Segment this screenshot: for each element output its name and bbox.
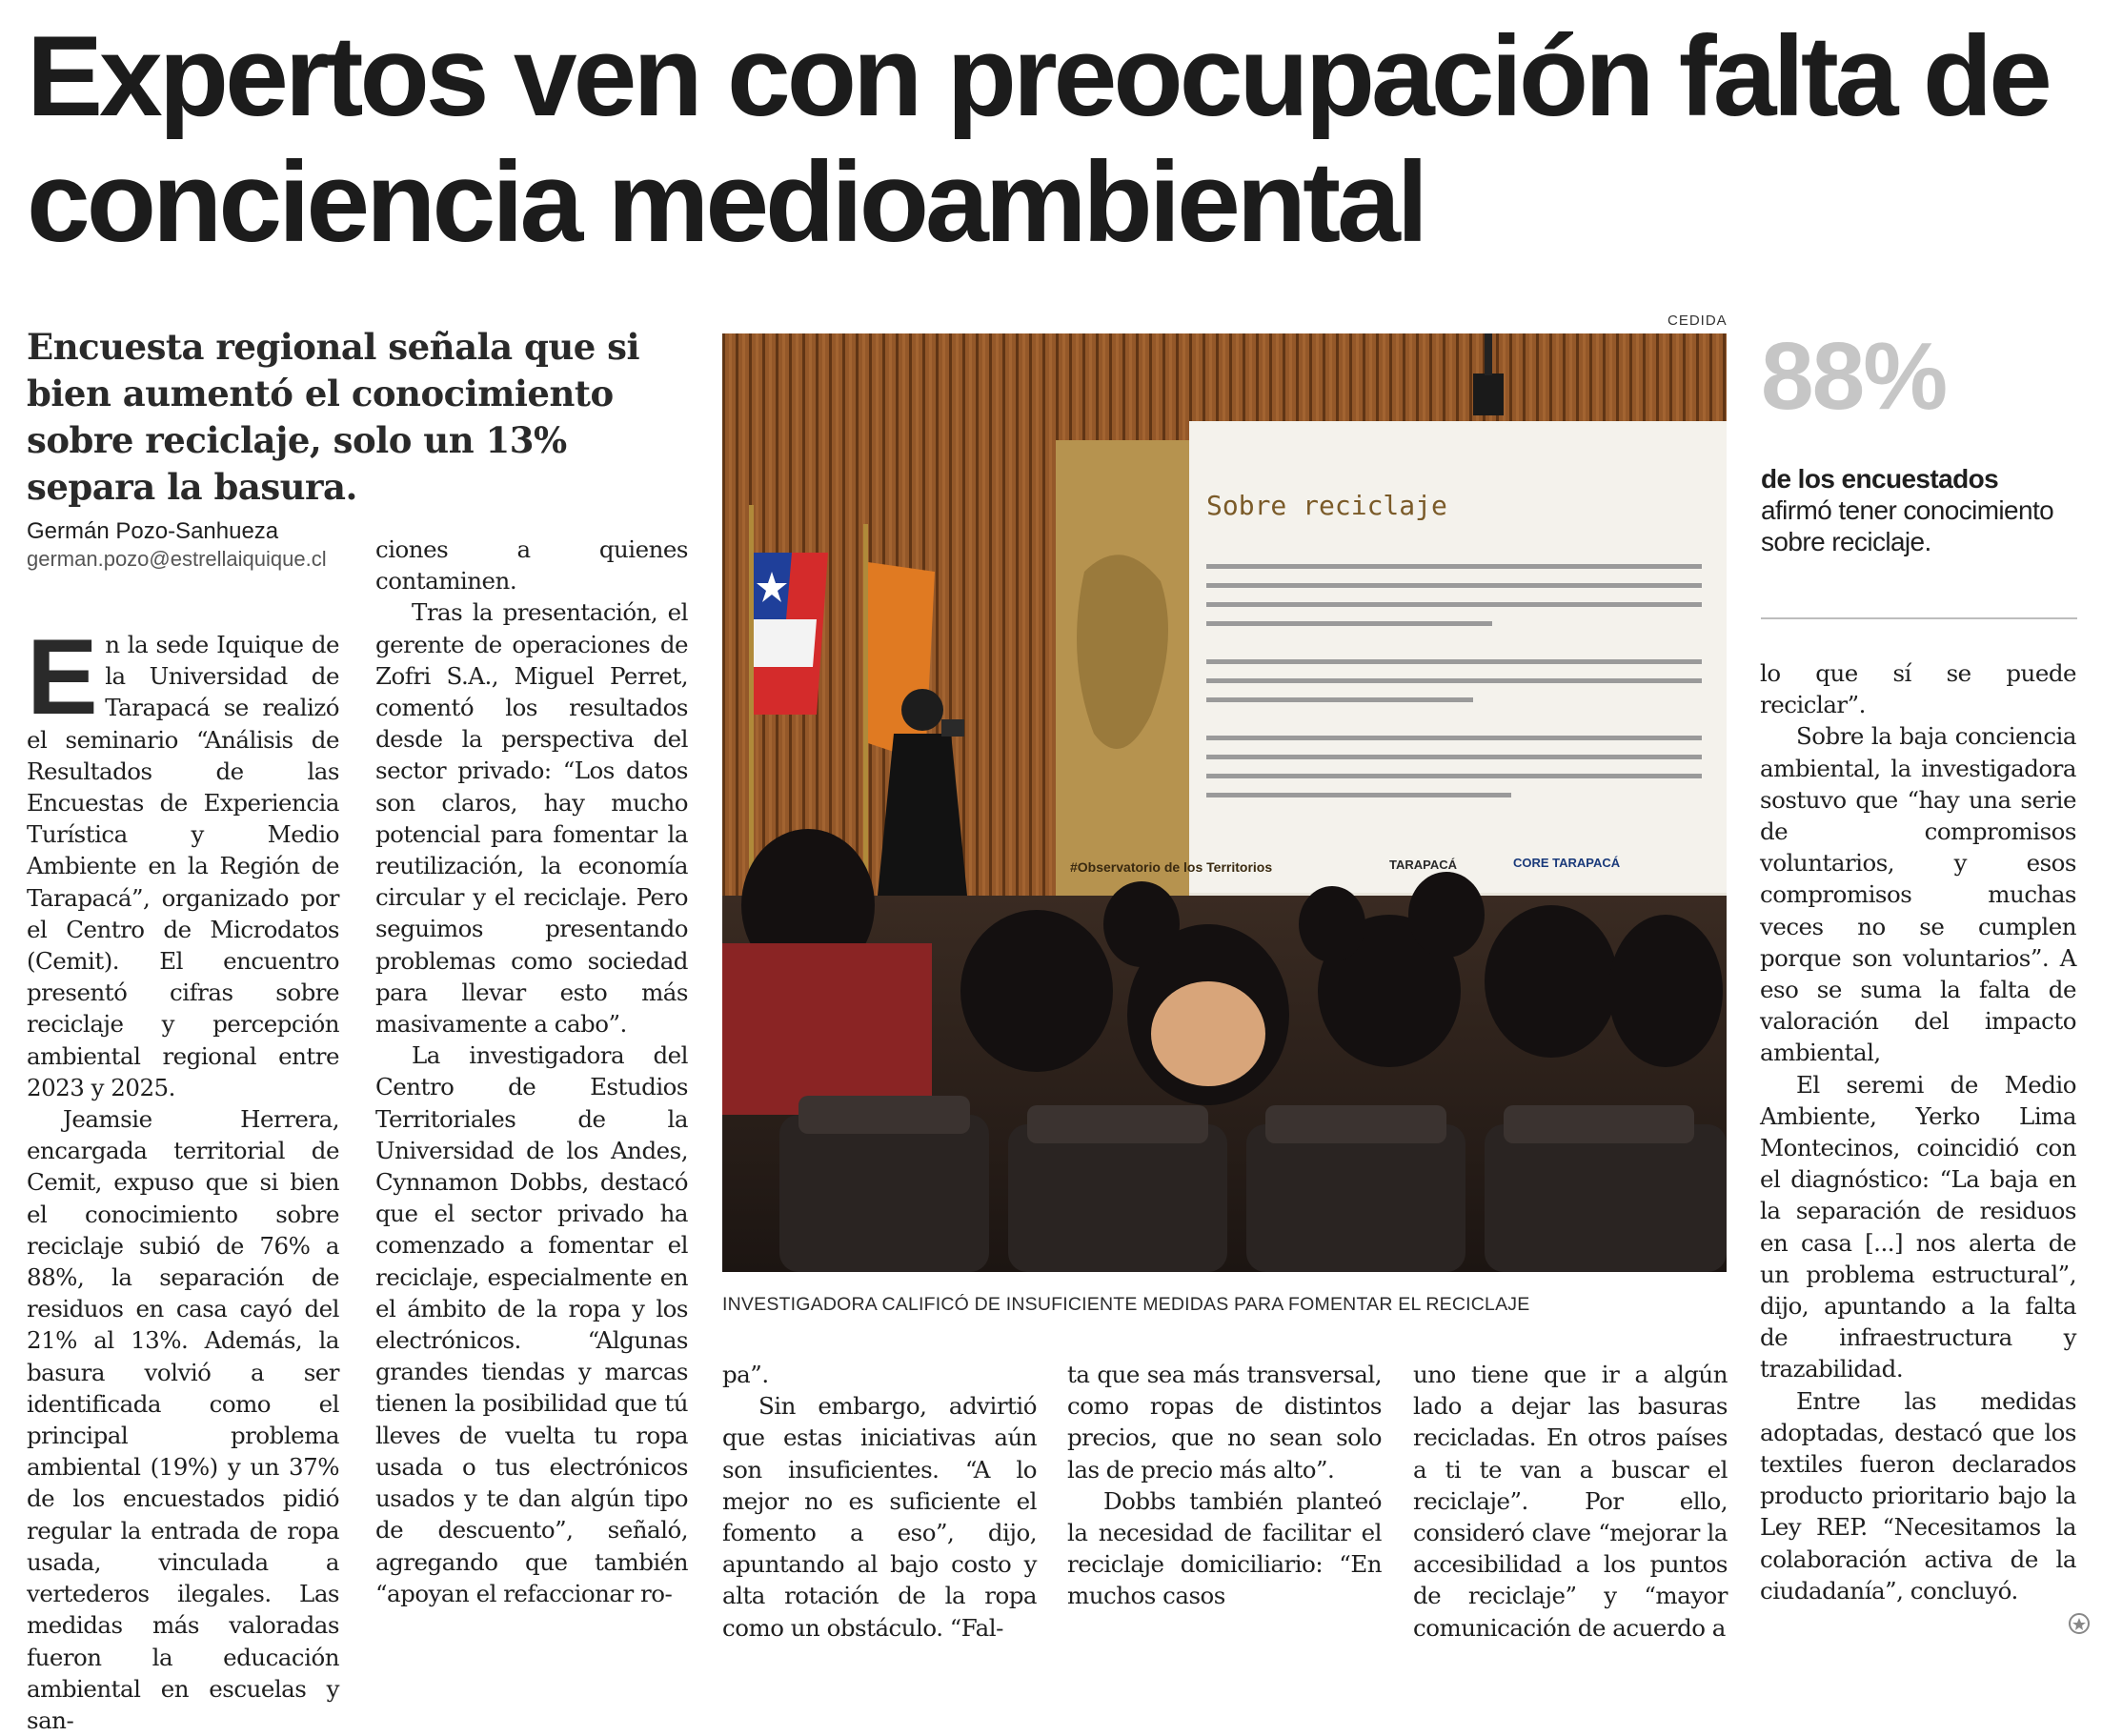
stat-bold-text: de los encuestados — [1761, 464, 1999, 494]
stat-rest-text: afirmó tener conocimiento sobre reciclaje. — [1761, 495, 2054, 556]
paragraph: Entre las medidas adoptadas, destacó que los textiles fueron declarados producto prioritario bajo la Ley REP. “Necesitamos la colaboración activa de la ciudadanía”, concluyó. — [1760, 1386, 2076, 1605]
photo-credit: CEDIDA — [1667, 313, 1728, 329]
slide-hashtag: #Observatorio de los Territorios — [1070, 859, 1273, 875]
drop-cap: E — [27, 617, 98, 737]
article-column-5 — [1413, 1359, 1728, 1644]
paragraph: Jeamsie Herrera, encargada territorial de Cemit, expuso que si bien el conocimiento sobre reciclaje subió de 76% a 88%, la separación de residuos en casa cayó del 21% al 13%. Además, la basura volvió a ser identificada como el principal problema ambiental (19%) y un 37% de los encuestados pidió regular la entrada de ropa usada, vinculada a vertederos ilegales. Las medidas más valoradas fueron la educación ambiental en escuelas y san- — [27, 1105, 339, 1734]
byline-author: Germán Pozo-Sanhueza — [27, 518, 279, 544]
end-mark-icon — [2068, 1612, 2091, 1635]
paragraph: uno tiene que ir a algún lado a dejar las basuras recicladas. En otros países a ti te van a buscar el reciclaje”. Por ello, consideró clave “mejorar la accesibilidad a los puntos de reciclaje” y “mayor comunicación de acuerdo a — [1413, 1361, 1728, 1642]
stat-description — [1761, 463, 2075, 557]
slide-logo-core: CORE TARAPACÁ — [1513, 856, 1621, 870]
slide-logo-tarapaca: TARAPACÁ — [1389, 858, 1458, 872]
paragraph: ta que sea más transversal, como ropas de distintos precios, que no sean solo las de precio más alto”. — [1067, 1361, 1382, 1484]
paragraph: ciones a quienes contaminen. — [375, 535, 688, 595]
article-photo — [722, 333, 1727, 1272]
article-column-4 — [1067, 1359, 1382, 1612]
article-column-1 — [27, 617, 339, 1736]
paragraph: n la sede Iquique de la Universidad de Tarapacá se realizó el seminario “Análisis de Resultados de las Encuestas de Experiencia Turística y Medio Ambiente en la Región de Tarapacá”, organizado por el Centro de Microdatos (Cemit). El encuentro presentó cifras sobre reciclaje y percepción ambiental regional entre 2023 y 2025. — [27, 631, 339, 1101]
paragraph: pa”. — [722, 1361, 769, 1388]
slide-title: Sobre reciclaje — [1206, 490, 1447, 521]
stat-percentage: 88% — [1761, 323, 1947, 430]
paragraph: El seremi de Medio Ambiente, Yerko Lima Montecinos, coincidió con el diagnóstico: “La baja en la separación de residuos en casa [...] nos alerta de un problema estructural”, dijo, apuntando a la falta de infraestructura y trazabilidad. — [1760, 1070, 2076, 1383]
paragraph: Tras la presentación, el gerente de operaciones de Zofri S.A., Miguel Perret, comentó los resultados desde la perspectiva del sector privado: “Los datos son claros, hay mucho potencial para fomentar la reutilización, la economía circular y el reciclaje. Pero seguimos presentando problemas como sociedad para llevar esto más masivamente a cabo”. — [375, 598, 688, 1039]
paragraph: La investigadora del Centro de Estudios Territoriales de la Universidad de los Andes, Cynnamon Dobbs, destacó que el sector privado ha comenzado a fomentar el reciclaje, especialmente en el ámbito de la ropa y los electrónicos. “Algunas grandes tiendas y marcas tienen la posibilidad que tú lleves de vuelta tu ropa usada o tus electrónicos usados y te dan algún tipo de descuento”, señaló, agregando que también “apoyan el refaccionar ro- — [375, 1041, 688, 1607]
article-column-6 — [1760, 657, 2076, 1606]
stat-divider — [1761, 617, 2077, 619]
photo-caption: INVESTIGADORA CALIFICÓ DE INSUFICIENTE MEDIDAS PARA FOMENTAR EL RECICLAJE — [722, 1294, 1530, 1315]
article-column-3 — [722, 1359, 1037, 1644]
paragraph: lo que sí se puede reciclar”. — [1760, 659, 2076, 719]
paragraph: Dobbs también planteó la necesidad de facilitar el reciclaje domiciliario: “En muchos casos — [1067, 1486, 1382, 1610]
byline-email[interactable]: german.pozo@estrellaiquique.cl — [27, 547, 327, 571]
paragraph: Sin embargo, advirtió que estas iniciativas aún son insuficientes. “A lo mejor no es suficiente el fomento a eso”, dijo, apuntando al bajo costo y alta rotación de la ropa como un obstáculo. “Fal- — [722, 1392, 1037, 1642]
headline: Expertos ven con preocupación falta de conciencia medioambiental — [27, 12, 2049, 266]
article-column-2 — [375, 534, 688, 1609]
seminar-photo-illustration — [722, 333, 1727, 1272]
paragraph: Sobre la baja conciencia ambiental, la investigadora sostuvo que “hay una serie de compromisos voluntarios, y esos compromisos muchas veces no se cumplen porque son voluntarios”. A eso se suma la falta de valoración del impacto ambiental, — [1760, 722, 2076, 1067]
article-deck: Encuesta regional señala que si bien aumentó el conocimiento sobre reciclaje, solo un 13% separa la basura. — [27, 326, 640, 508]
